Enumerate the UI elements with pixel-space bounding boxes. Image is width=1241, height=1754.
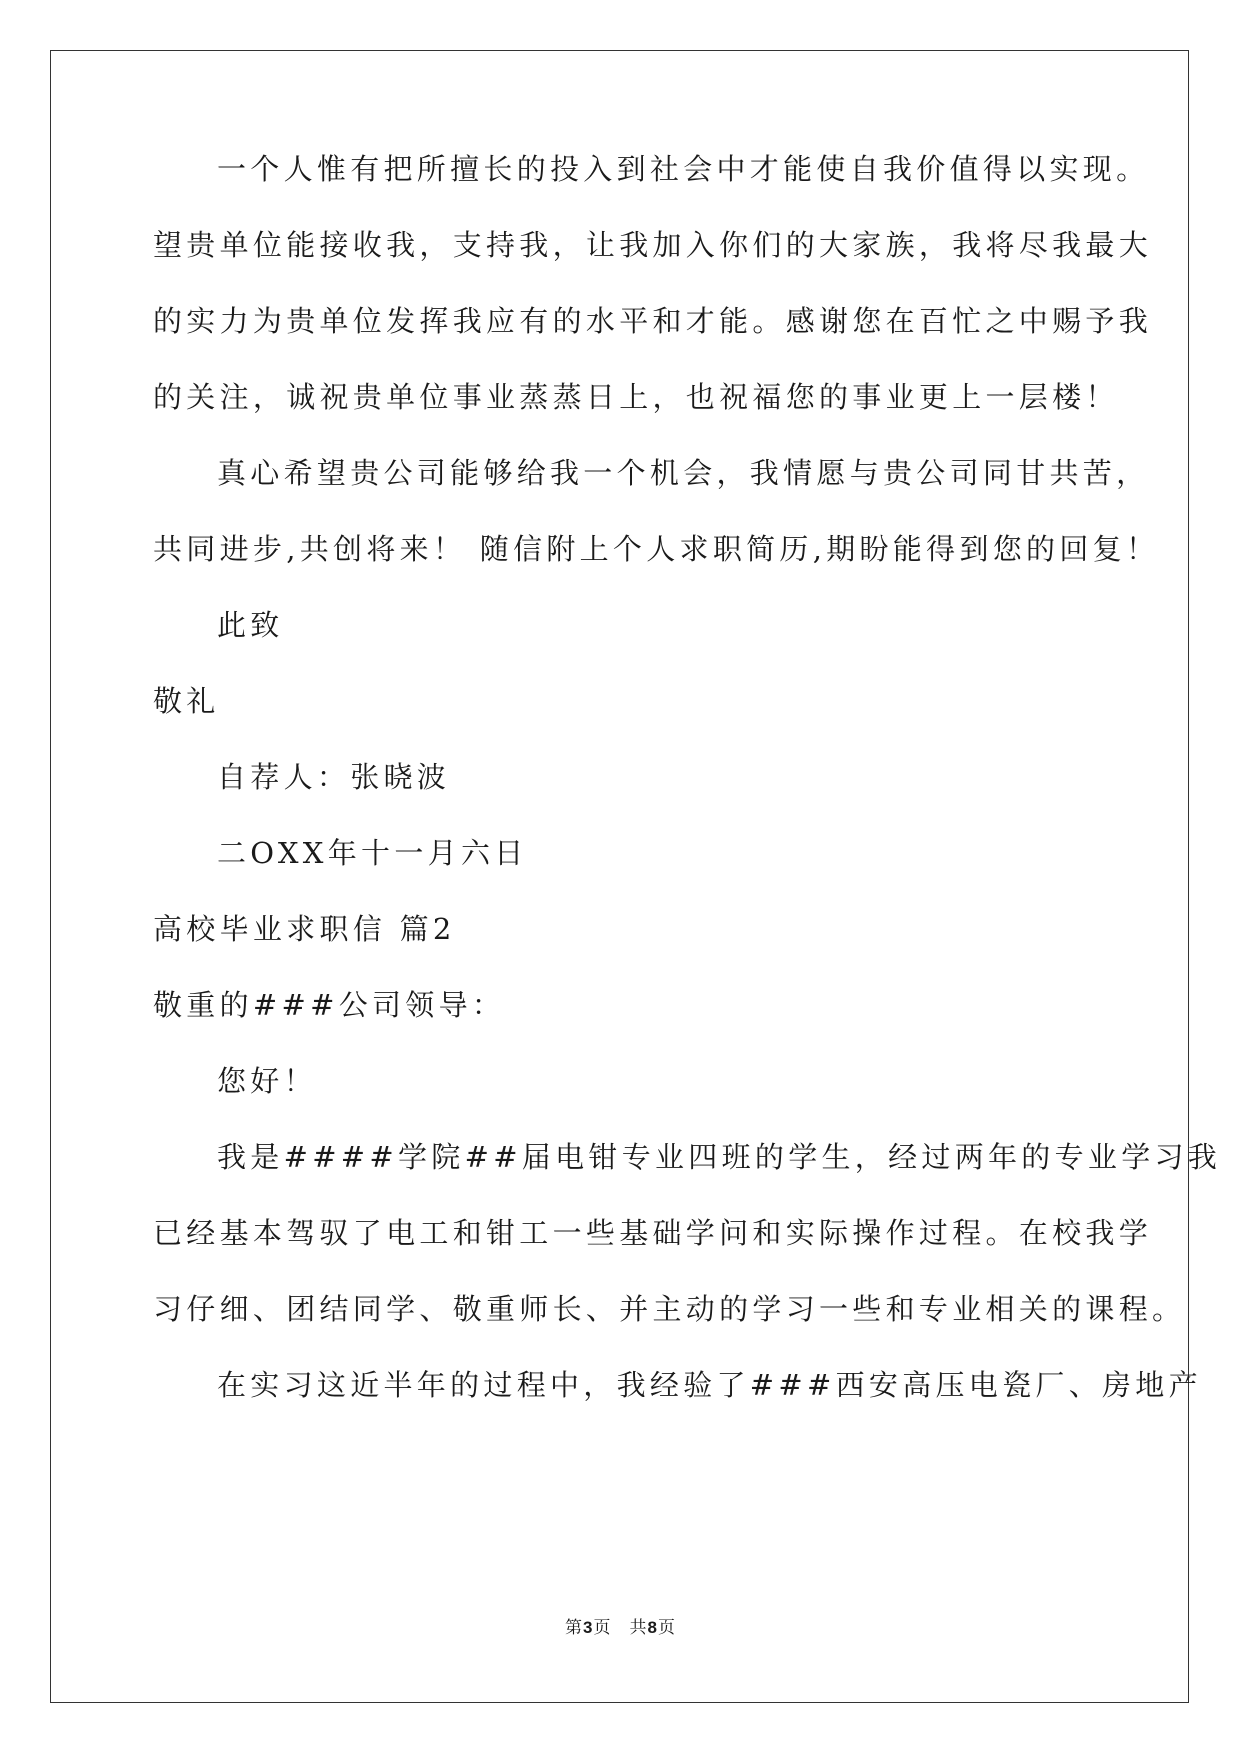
letter-hello: 您好！ — [217, 1064, 317, 1098]
paragraph-line: 习仔细、团结同学、敬重师长、并主动的学习一些和专业相关的课程。 — [153, 1292, 1186, 1326]
paragraph-line: 共同进步,共创将来！ 随信附上个人求职简历,期盼能得到您的回复！ — [153, 532, 1160, 566]
paragraph-line: 在实习这近半年的过程中，我经验了###西安高压电瓷厂、房地产 — [217, 1368, 1202, 1402]
page-footer — [0, 1617, 1241, 1639]
total-pages: 8 — [647, 1618, 658, 1637]
page-frame — [50, 50, 1189, 1703]
section-heading: 高校毕业求职信 篇2 — [153, 912, 456, 946]
total-label-prefix: 共 — [629, 1618, 648, 1638]
paragraph-line: 我是####学院##届电钳专业四班的学生，经过两年的专业学习我 — [217, 1140, 1222, 1174]
paragraph-line: 真心希望贵公司能够给我一个机会，我情愿与贵公司同甘共苦， — [217, 456, 1150, 490]
total-label-suffix: 页 — [657, 1618, 676, 1638]
closing-salutation: 此致 — [217, 608, 284, 642]
paragraph-line: 的实力为贵单位发挥我应有的水平和才能。感谢您在百忙之中赐予我 — [153, 304, 1153, 338]
paragraph-line: 一个人惟有把所擅长的投入到社会中才能使自我价值得以实现。 — [217, 152, 1150, 186]
paragraph-line: 的关注，诚祝贵单位事业蒸蒸日上，也祝福您的事业更上一层楼！ — [153, 380, 1119, 414]
page-label-prefix: 第 — [565, 1618, 584, 1638]
date-line: 二OXX年十一月六日 — [217, 836, 528, 870]
paragraph-line: 望贵单位能接收我，支持我，让我加入你们的大家族，我将尽我最大 — [153, 228, 1153, 262]
paragraph-line: 已经基本驾驭了电工和钳工一些基础学问和实际操作过程。在校我学 — [153, 1216, 1153, 1250]
closing-regards: 敬礼 — [153, 684, 220, 718]
letter-greeting: 敬重的###公司领导： — [153, 988, 506, 1022]
page-number: 3 — [583, 1618, 594, 1637]
page-label-suffix: 页 — [593, 1618, 612, 1638]
signature-line: 自荐人：张晓波 — [217, 760, 451, 794]
